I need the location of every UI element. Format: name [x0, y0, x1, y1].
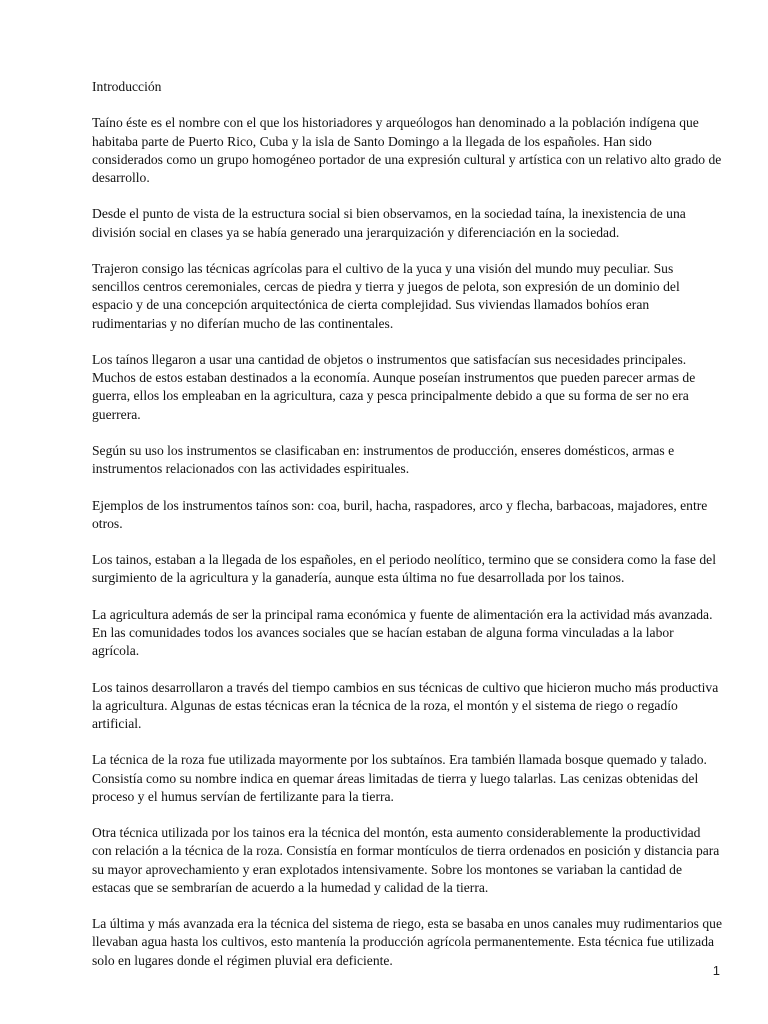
paragraph: Trajeron consigo las técnicas agrícolas para el cultivo de la yuca y una visión del mundo muy peculiar. Sus sencillos centros ceremoniales, cercas de piedra y tierra y juegos de pelota, son expresión de un dominio del espacio y de una concepción arquitectónica de cierta complejidad. Sus viviendas llamados bohíos eran rudimentarias y no diferían mucho de las continentales.: [92, 260, 680, 331]
paragraph: Los taínos llegaron a usar una cantidad de objetos o instrumentos que satisfacían sus necesidades principales. Muchos de estos estaban destinados a la economía. Aunque poseían instrumentos que pueden parecer armas de guerra, ellos los empleaban en la agricultura, caza y pesca principalmente debido a que su forma de ser no era guerrera.: [92, 351, 696, 422]
paragraph: La técnica de la roza fue utilizada mayormente por los subtaínos. Era también llamada bosque quemado y talado. Consistía como su nombre indica en quemar áreas limitadas de tierra y luego talarlas. Las cenizas obtenidas del proceso y el humus servían de fertilizante para la tierra.: [92, 752, 707, 804]
document-heading: Introducción: [92, 79, 162, 94]
paragraph: Según su uso los instrumentos se clasificaban en: instrumentos de producción, enseres domésticos, armas e instrumentos relacionados con las actividades espirituales.: [92, 442, 675, 477]
paragraph: Taíno éste es el nombre con el que los historiadores y arqueólogos han denominado a la población indígena que habitaba parte de Puerto Rico, Cuba y la isla de Santo Domingo a la llegada de los españoles. Han sido considerados como un grupo homogéneo portador de una expresión cultural y artística con un relativo alto grado de desarrollo.: [92, 115, 722, 185]
paragraph: Desde el punto de vista de la estructura social si bien observamos, en la sociedad taína, la inexistencia de una división social en clases ya se había generado una jerarquización y diferenciación en la sociedad.: [92, 206, 686, 240]
page-number: 1: [712, 963, 720, 978]
paragraph: Otra técnica utilizada por los tainos era la técnica del montón, esta aumento considerablemente la productividad con relación a la técnica de la roza. Consistía en formar montículos de tierra ordenados en posición y distancia para su mayor aprovechamiento y eran explotados intensivamente. Sobre los montones se variaban la cantidad de estacas que se sembrarían de acuerdo a la humedad y calidad de la tierra.: [92, 825, 720, 895]
paragraph: Los tainos desarrollaron a través del tiempo cambios en sus técnicas de cultivo que hicieron mucho más productiva la agricultura. Algunas de estas técnicas eran la técnica de la roza, el montón y el sistema de riego o regadío artificial.: [92, 679, 719, 731]
document-body: [92, 78, 722, 988]
paragraph: Los tainos, estaban a la llegada de los españoles, en el periodo neolítico, termino que se considera como la fase del surgimiento de la agricultura y la ganadería, aunque esta última no fue desarrollada por los tainos.: [92, 552, 716, 586]
paragraph: La última y más avanzada era la técnica del sistema de riego, esta se basaba en unos canales muy rudimentarios que llevaban agua hasta los cultivos, esto mantenía la producción agrícola permanentemente. Esta técnica fue utilizada solo en lugares donde el régimen pluvial era deficiente.: [92, 916, 722, 968]
paragraph: Ejemplos de los instrumentos taínos son: coa, buril, hacha, raspadores, arco y flecha, barbacoas, majadores, entre otros.: [92, 497, 708, 531]
paragraph: La agricultura además de ser la principal rama económica y fuente de alimentación era la actividad más avanzada. En las comunidades todos los avances sociales que se hacían estaban de alguna forma vinculadas a la labor agrícola.: [92, 606, 713, 659]
